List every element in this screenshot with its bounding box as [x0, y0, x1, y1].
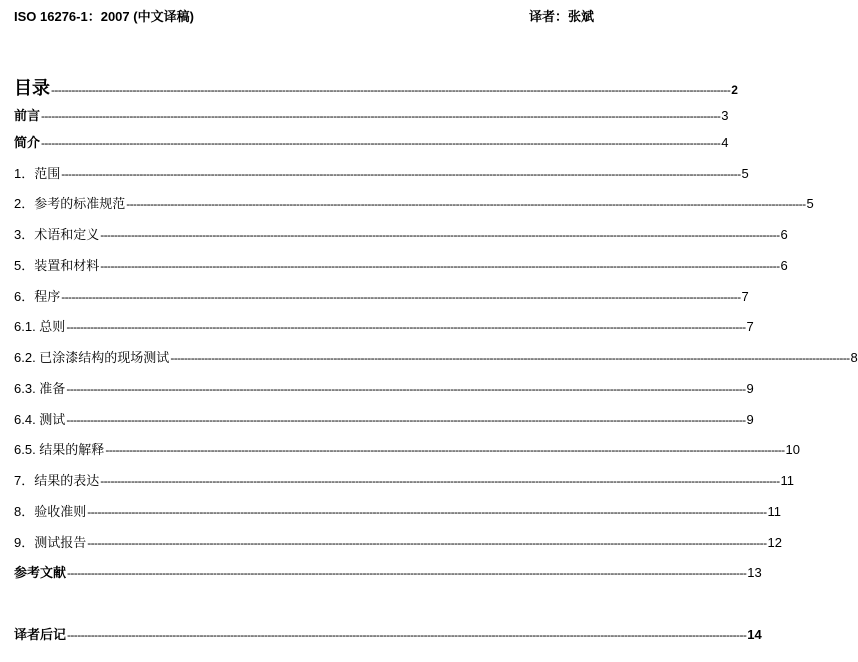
- toc-entry-label: [14, 163, 60, 182]
- toc-entry-label: [14, 409, 65, 428]
- toc-entry-number: 6.1.: [14, 319, 40, 334]
- toc-entry-label: [14, 347, 169, 366]
- toc-page-number: 4: [721, 135, 729, 150]
- toc-entry[interactable]: [14, 255, 788, 274]
- toc-entry[interactable]: [14, 224, 788, 243]
- toc-entry-label: [14, 439, 104, 458]
- toc-page-number: 6: [780, 258, 788, 273]
- toc-entry[interactable]: [14, 347, 858, 366]
- document-title: ISO 16276-1：2007 (中文译稿): [14, 9, 194, 24]
- toc-entry[interactable]: [14, 409, 754, 428]
- toc-entry-number: 6．: [14, 289, 35, 304]
- toc-entry[interactable]: [14, 105, 729, 124]
- toc-dot-leader: --------------------------------------------------------------------------------------------------------------------------------------------------------------------------------------------------------: [105, 443, 785, 457]
- toc-entry-label: [14, 316, 65, 335]
- toc-entry-title: 参考文献: [14, 566, 67, 581]
- toc-entry-title: 验收准则: [34, 505, 87, 520]
- toc-page-number: 9: [746, 412, 754, 427]
- toc-entry-label: [14, 501, 86, 520]
- toc-entry-label: [14, 378, 65, 397]
- toc-entry-label: [14, 286, 60, 305]
- toc-entry[interactable]: [14, 562, 762, 581]
- toc-page-number: 12: [767, 535, 782, 550]
- toc-entry-title: 程序: [34, 290, 61, 305]
- toc-page-number: 9: [746, 381, 754, 396]
- toc-dot-leader: --------------------------------------------------------------------------------------------------------------------------------------------------------------------------------------------------------: [66, 413, 746, 427]
- toc-dot-leader: --------------------------------------------------------------------------------------------------------------------------------------------------------------------------------------------------------: [66, 320, 746, 334]
- toc-entry-title: 结果的解释: [39, 443, 105, 458]
- toc-entry-title: 译者后记: [14, 628, 67, 643]
- toc-entry-number: 2．: [14, 196, 35, 211]
- toc-dot-leader: --------------------------------------------------------------------------------------------------------------------------------------------------------------------------------------------------------: [87, 536, 767, 550]
- toc-entry[interactable]: [14, 132, 729, 151]
- toc-page-number: 7: [746, 319, 754, 334]
- toc-entry-label: [14, 532, 86, 551]
- toc-entry-number: 7．: [14, 473, 35, 488]
- toc-entry-title: 总则: [39, 320, 66, 335]
- toc-page-number: 14: [747, 627, 762, 642]
- toc-entry-title: 测试: [39, 413, 66, 428]
- toc-page-number: 3: [721, 108, 729, 123]
- toc-page-number: 5: [806, 196, 814, 211]
- toc-page-number: 6: [780, 227, 788, 242]
- toc-entry-label: [14, 255, 99, 274]
- toc-entry-number: 5．: [14, 258, 35, 273]
- toc-entry-title: 术语和定义: [34, 228, 100, 243]
- toc-entry-title: 测试报告: [34, 536, 87, 551]
- toc-entry-number: 9．: [14, 535, 35, 550]
- toc-entry[interactable]: [14, 163, 749, 182]
- toc-entry[interactable]: [14, 532, 782, 551]
- toc-page-number: 10: [785, 442, 801, 457]
- toc-entry-title: 范围: [34, 167, 61, 182]
- toc-page-number: 11: [780, 473, 794, 488]
- toc-entry-number: 3．: [14, 227, 35, 242]
- toc-entry-title: 参考的标准规范: [34, 197, 126, 212]
- toc-entry-title: 准备: [39, 382, 66, 397]
- toc-entry[interactable]: [14, 316, 754, 335]
- toc-entry-number: 1．: [14, 166, 35, 181]
- toc-entry-label: [14, 470, 99, 489]
- toc-entry-label: [14, 74, 50, 100]
- toc-entry-label: [14, 193, 125, 212]
- toc-dot-leader: --------------------------------------------------------------------------------------------------------------------------------------------------------------------------------------------------------: [67, 566, 747, 580]
- toc-entry[interactable]: [14, 74, 738, 100]
- toc-entry-number: 8．: [14, 504, 35, 519]
- toc-page-number: 11: [767, 504, 781, 519]
- toc-entry-number: 6.4.: [14, 412, 40, 427]
- toc-entry[interactable]: [14, 378, 754, 397]
- toc-page-number: 8: [850, 350, 858, 365]
- toc-entry[interactable]: [14, 286, 749, 305]
- toc-dot-leader: --------------------------------------------------------------------------------------------------------------------------------------------------------------------------------------------------------: [67, 628, 747, 642]
- toc-entry[interactable]: [14, 439, 801, 458]
- page-header: [14, 6, 594, 26]
- toc-dot-leader: --------------------------------------------------------------------------------------------------------------------------------------------------------------------------------------------------------: [61, 167, 741, 181]
- toc-page-number: 5: [741, 166, 749, 181]
- toc-entry[interactable]: [14, 193, 814, 212]
- toc-page-number: 2: [731, 83, 738, 97]
- toc-entry[interactable]: [14, 624, 762, 643]
- toc-entry-label: [14, 132, 40, 151]
- toc-entry-number: 6.3.: [14, 381, 40, 396]
- toc-dot-leader: --------------------------------------------------------------------------------------------------------------------------------------------------------------------------------------------------------: [66, 382, 746, 396]
- translator-credit: 译者：张斌: [528, 10, 594, 25]
- toc-dot-leader: --------------------------------------------------------------------------------------------------------------------------------------------------------------------------------------------------------: [126, 197, 806, 211]
- toc-entry-label: [14, 105, 40, 124]
- toc-dot-leader: --------------------------------------------------------------------------------------------------------------------------------------------------------------------------------------------------------: [100, 259, 780, 273]
- toc-entry-title: 前言: [14, 109, 41, 124]
- toc-page-number: 13: [747, 565, 762, 580]
- toc-entry-title: 简介: [14, 136, 41, 151]
- toc-dot-leader: --------------------------------------------------------------------------------------------------------------------------------------------------------------------------------------------------------: [41, 136, 721, 150]
- toc-page-number: 7: [741, 289, 749, 304]
- toc-entry-title: 装置和材料: [34, 259, 100, 274]
- toc-entry-label: [14, 224, 99, 243]
- toc-entry-title: 结果的表达: [34, 474, 100, 489]
- toc-entry[interactable]: [14, 501, 781, 520]
- toc-entry-label: [14, 562, 66, 581]
- toc-entry[interactable]: [14, 470, 794, 489]
- toc-dot-leader: --------------------------------------------------------------------------------------------------------------------------------------------------------------------------------------------------------: [87, 505, 767, 519]
- toc-entry-title: 目录: [14, 78, 50, 99]
- toc-entry-number: 6.5.: [14, 442, 40, 457]
- toc-entry-label: [14, 624, 66, 643]
- toc-dot-leader: --------------------------------------------------------------------------------------------------------------------------------------------------------------------------------------------------------: [41, 109, 721, 123]
- toc-entry-title: 已涂漆结构的现场测试: [39, 351, 170, 366]
- toc-dot-leader: --------------------------------------------------------------------------------------------------------------------------------------------------------------------------------------------------------: [100, 228, 780, 242]
- toc-dot-leader: --------------------------------------------------------------------------------------------------------------------------------------------------------------------------------------------------------: [170, 351, 850, 365]
- toc-entry-number: 6.2.: [14, 350, 40, 365]
- toc-dot-leader: --------------------------------------------------------------------------------------------------------------------------------------------------------------------------------------------------------: [61, 290, 741, 304]
- toc-dot-leader: --------------------------------------------------------------------------------------------------------------------------------------------------------------------------------------------------------: [100, 474, 780, 488]
- toc-dot-leader: --------------------------------------------------------------------------------------------------------------------------------------------------------------------------------------------------------: [51, 83, 731, 97]
